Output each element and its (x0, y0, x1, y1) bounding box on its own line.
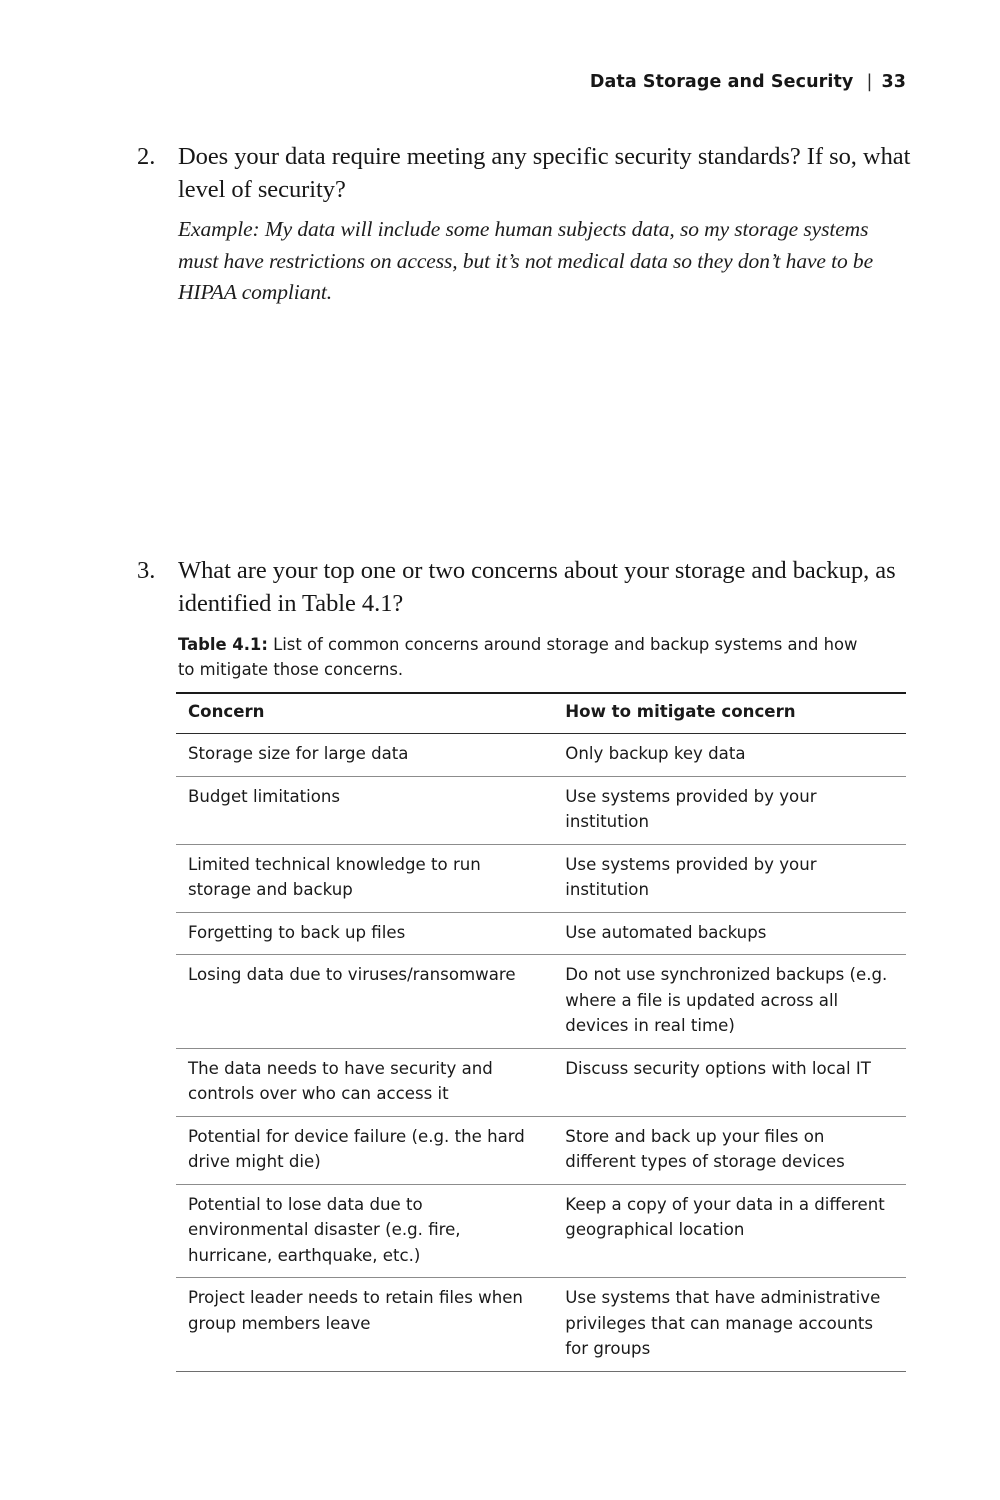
cell-mitigation: Only backup key data (553, 734, 906, 777)
column-header-mitigation: How to mitigate concern (553, 693, 906, 734)
example-answer-text: Example: My data will include some human subjects data, so my storage systems must have restrictions on access, but it’s not medical data so they don’t have to be HIPAA compliant. (178, 217, 874, 304)
table-caption-label: Table 4.1: (178, 635, 268, 654)
cell-concern: Storage size for large data (176, 734, 553, 777)
cell-mitigation: Use systems provided by your institution (553, 844, 906, 912)
cell-concern: Losing data due to viruses/ransomware (176, 955, 553, 1049)
column-header-concern: Concern (176, 693, 553, 734)
table-row (176, 1116, 906, 1184)
table-container (176, 692, 906, 1372)
table-head (176, 693, 906, 734)
cell-mitigation: Do not use synchronized backups (e.g. where a file is updated across all devices in real time) (553, 955, 906, 1049)
running-head-title: Data Storage and Security (589, 72, 854, 92)
question-item-2 (137, 140, 927, 206)
table-row (176, 955, 906, 1049)
cell-concern: Forgetting to back up files (176, 912, 553, 955)
cell-mitigation: Discuss security options with local IT (553, 1048, 906, 1116)
table-row (176, 734, 906, 777)
cell-concern: The data needs to have security and controls over who can access it (176, 1048, 553, 1116)
cell-mitigation: Use systems provided by your institution (553, 776, 906, 844)
concerns-table (176, 692, 906, 1372)
table-row (176, 1278, 906, 1372)
cell-concern: Budget limitations (176, 776, 553, 844)
running-head (0, 72, 906, 92)
cell-concern: Project leader needs to retain files when group members leave (176, 1278, 553, 1372)
table-caption-text: List of common concerns around storage and backup systems and how to mitigate those concerns. (178, 635, 858, 679)
table-row (176, 1184, 906, 1278)
table-row (176, 1048, 906, 1116)
running-head-separator: | (866, 72, 873, 92)
cell-concern: Potential to lose data due to environmental disaster (e.g. fire, hurricane, earthquake, etc.) (176, 1184, 553, 1278)
table-body (176, 734, 906, 1372)
question-item-3 (137, 554, 927, 620)
cell-mitigation: Use systems that have administrative privileges that can manage accounts for groups (553, 1278, 906, 1372)
question-text-2: Does your data require meeting any specific security standards? If so, what level of security? (178, 143, 911, 203)
cell-concern: Limited technical knowledge to run storage and backup (176, 844, 553, 912)
cell-mitigation: Keep a copy of your data in a different geographical location (553, 1184, 906, 1278)
table-row (176, 776, 906, 844)
question-text-3: What are your top one or two concerns about your storage and backup, as identified in Table 4.1? (178, 557, 896, 617)
table-row (176, 912, 906, 955)
table-header-row (176, 693, 906, 734)
question-number-3: 3. (137, 557, 156, 584)
question-number-2: 2. (137, 143, 156, 170)
table-row (176, 844, 906, 912)
page-number: 33 (881, 72, 906, 92)
cell-mitigation: Use automated backups (553, 912, 906, 955)
cell-concern: Potential for device failure (e.g. the hard drive might die) (176, 1116, 553, 1184)
cell-mitigation: Store and back up your files on different types of storage devices (553, 1116, 906, 1184)
table-caption (178, 632, 878, 682)
